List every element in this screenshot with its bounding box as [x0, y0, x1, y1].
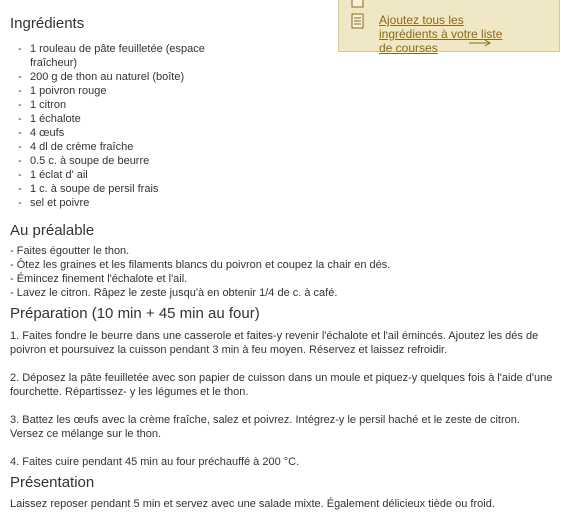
ingredients-heading: Ingrédients	[10, 15, 85, 32]
preparation-step: 2. Déposez la pâte feuilletée avec son papier de cuisson dans un moule et piquez-y quelques fois à l'aide d'une fourchette. Répartissez- y les légumes et le thon.	[10, 372, 553, 398]
prealable-line: - Ôtez les graines et les filaments blancs du poivron et coupez la chair en dés.	[10, 259, 391, 271]
prealable-line: - Lavez le citron. Râpez le zeste jusqu'à en obtenir 1/4 de c. à café.	[10, 287, 338, 299]
panel-row-shopping	[351, 13, 519, 55]
list-item: - 4 dl de crème fraîche	[18, 140, 245, 154]
list-item: - 0.5 c. à soupe de beurre	[18, 154, 245, 168]
panel-row-partial	[351, 0, 469, 9]
list-item: - 1 rouleau de pâte feuilletée (espace fraîcheur)	[18, 42, 245, 70]
preparation-step: 4. Faites cuire pendant 45 min au four préchauffé à 200 °C.	[10, 456, 300, 468]
shopping-list-icon	[351, 13, 365, 29]
list-item: - sel et poivre	[18, 196, 245, 210]
presentation-text: Laissez reposer pendant 5 min et servez avec une salade mixte. Également délicieux tiède ou froid.	[10, 498, 495, 510]
prealable-line: - Émincez finement l'échalote et l'ail.	[10, 273, 188, 285]
list-item: - 1 citron	[18, 98, 245, 112]
prealable-section	[10, 244, 390, 300]
list-item: - 1 échalote	[18, 112, 245, 126]
preparation-heading: Préparation (10 min + 45 min au four)	[10, 305, 260, 322]
preparation-steps	[10, 329, 556, 483]
preparation-step: 1. Faites fondre le beurre dans une casserole et faites-y revenir l'échalote et l'ail émincés. Ajoutez les dés de poivron et poursuivez la cuisson pendant 3 min à feu moyen. Réservez et laissez refroidir.	[10, 330, 539, 356]
list-item: - 1 poivron rouge	[18, 84, 245, 98]
add-to-shopping-list-link[interactable]: Ajoutez tous les ingrédients à votre liste de courses	[379, 13, 503, 55]
presentation-heading: Présentation	[10, 474, 95, 491]
list-item: - 4 œufs	[18, 126, 245, 140]
list-item: - 1 éclat d' ail	[18, 168, 245, 182]
shopping-panel	[338, 0, 560, 55]
list-item: - 200 g de thon au naturel (boîte)	[18, 70, 245, 84]
prealable-heading: Au préalable	[10, 222, 95, 239]
prealable-line: - Faites égoutter le thon.	[10, 245, 130, 257]
list-item: - 1 c. à soupe de persil frais	[18, 182, 245, 196]
document-icon	[351, 0, 365, 9]
arrow-right-icon	[469, 39, 493, 47]
ingredients-list	[18, 42, 245, 210]
preparation-step: 3. Battez les œufs avec la crème fraîche, salez et poivrez. Intégrez-y le persil haché et le zeste de citron. Versez ce mélange sur le thon.	[10, 414, 520, 440]
